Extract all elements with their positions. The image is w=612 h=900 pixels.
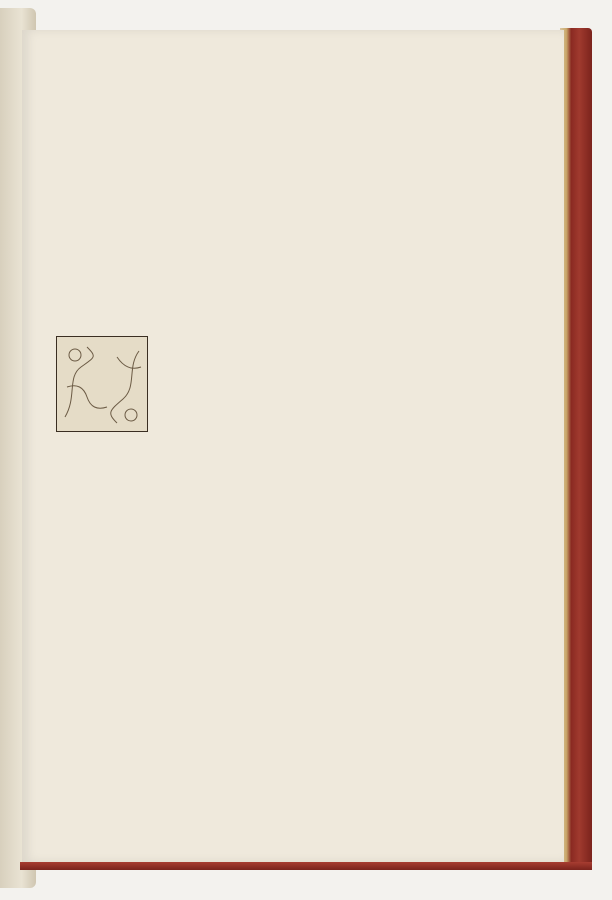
- decorated-initial: [56, 336, 148, 432]
- initial-ornament-icon: [57, 337, 147, 431]
- page-137: [22, 30, 564, 862]
- book-cover-bottom: [20, 862, 592, 870]
- book-cover-edge: [560, 28, 592, 868]
